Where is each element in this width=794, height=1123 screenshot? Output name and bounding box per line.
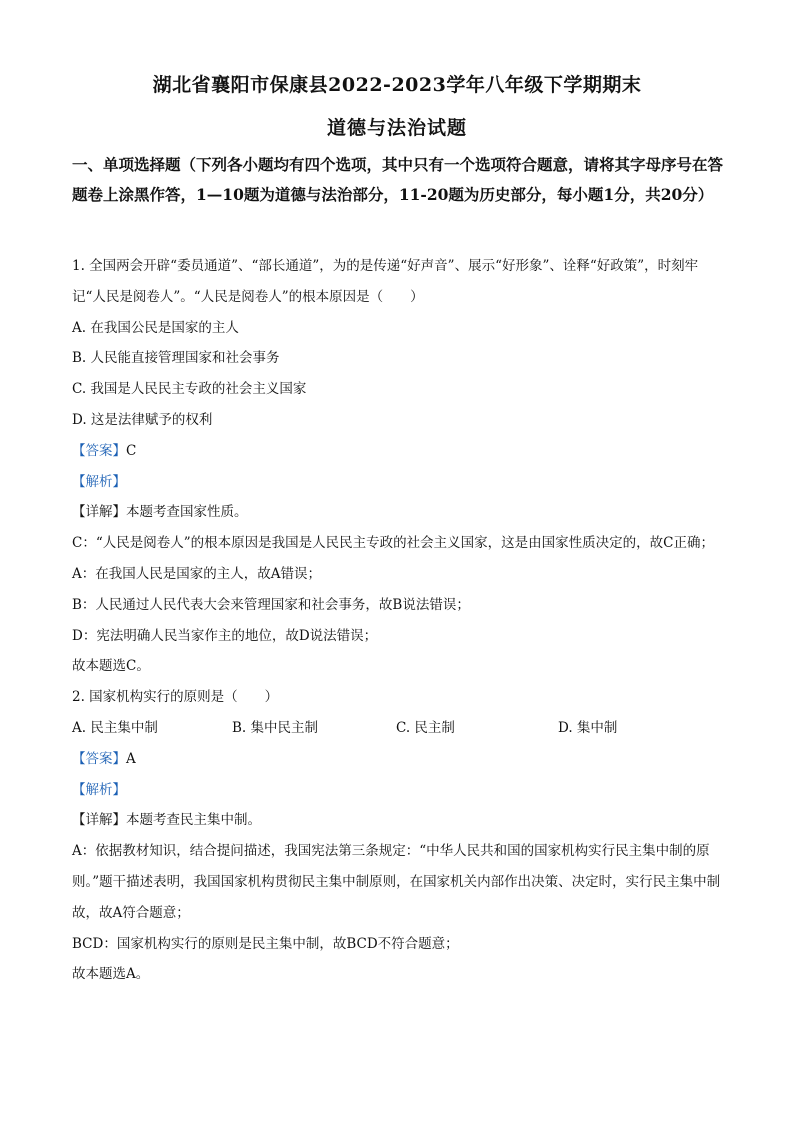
question-1-conclusion: 故本题选C。	[72, 658, 150, 675]
question-1-explanation-c: C：“人民是阅卷人”的根本原因是我国是人民民主专政的社会主义国家，这是由国家性质决定的，故C正确；	[72, 535, 714, 552]
detail-tag: 【详解】	[72, 812, 126, 829]
question-1-option-a: A. 在我国公民是国家的主人	[72, 319, 239, 336]
question-2-explanation-a: A：依据教材知识，结合提问描述，我国宪法第三条规定：“中华人民共和国的国家机构实行民主集中制的原则。”题干描述表明，我国国家机构贯彻民主集中制原则，在国家机关内部作出决策、决定时，实行民主集中制故，故A符合题意；	[72, 843, 721, 921]
question-2-option-d: D. 集中制	[558, 719, 618, 736]
detail-text: 本题考查国家性质。	[126, 504, 248, 521]
question-2-stem: 2. 国家机构实行的原则是（ ）	[72, 689, 279, 706]
section-heading: 一、单项选择题（下列各小题均有四个选项，其中只有一个选项符合题意，请将其字母序号在答题卷上涂黑作答，1—10题为道德与法治部分，11-20题为历史部分，每小题1分，共20分）	[72, 155, 724, 204]
question-1-option-b: B. 人民能直接管理国家和社会事务	[72, 350, 280, 367]
question-2-answer	[72, 744, 728, 775]
question-1-answer	[72, 436, 728, 467]
analysis-tag: 【解析】	[72, 473, 126, 490]
question-2-option-a: A. 民主集中制	[72, 719, 158, 736]
question-1-explanation-b: B：人民通过人民代表大会来管理国家和社会事务，故B说法错误；	[72, 596, 470, 613]
answer-value: C	[126, 442, 137, 459]
answer-tag: 【答案】	[72, 750, 126, 767]
question-1-detail	[72, 497, 728, 528]
answer-value: A	[126, 750, 136, 767]
question-2-analysis	[72, 775, 728, 806]
question-body	[72, 251, 728, 990]
question-1-option-c: C. 我国是人民民主专政的社会主义国家	[72, 381, 307, 398]
question-1-explanation-d: D：宪法明确人民当家作主的地位，故D说法错误；	[72, 627, 378, 644]
question-1-stem: 1. 全国两会开辟“委员通道”、“部长通道”，为的是传递“好声音”、展示“好形象”、诠释“好政策”，时刻牢记“人民是阅卷人”。“人民是阅卷人”的根本原因是（ ）	[72, 258, 699, 305]
answer-tag: 【答案】	[72, 442, 126, 459]
question-2-option-c: C. 民主制	[396, 719, 455, 736]
document-title: 湖北省襄阳市保康县2022-2023学年八年级下学期期末	[152, 74, 642, 96]
question-1-analysis	[72, 467, 728, 498]
question-2-option-b: B. 集中民主制	[232, 719, 319, 736]
question-2-explanation-bcd: BCD：国家机构实行的原则是民主集中制，故BCD不符合题意；	[72, 935, 459, 952]
detail-text: 本题考查民主集中制。	[126, 812, 261, 829]
question-1-explanation-a: A：在我国人民是国家的主人，故A错误；	[72, 565, 321, 582]
question-2-conclusion: 故本题选A。	[72, 966, 150, 983]
question-1-option-d: D. 这是法律赋予的权利	[72, 411, 213, 428]
question-2-detail	[72, 805, 728, 836]
document-subtitle: 道德与法治试题	[326, 117, 467, 139]
analysis-tag: 【解析】	[72, 781, 126, 798]
detail-tag: 【详解】	[72, 504, 126, 521]
question-2-options	[72, 713, 728, 744]
